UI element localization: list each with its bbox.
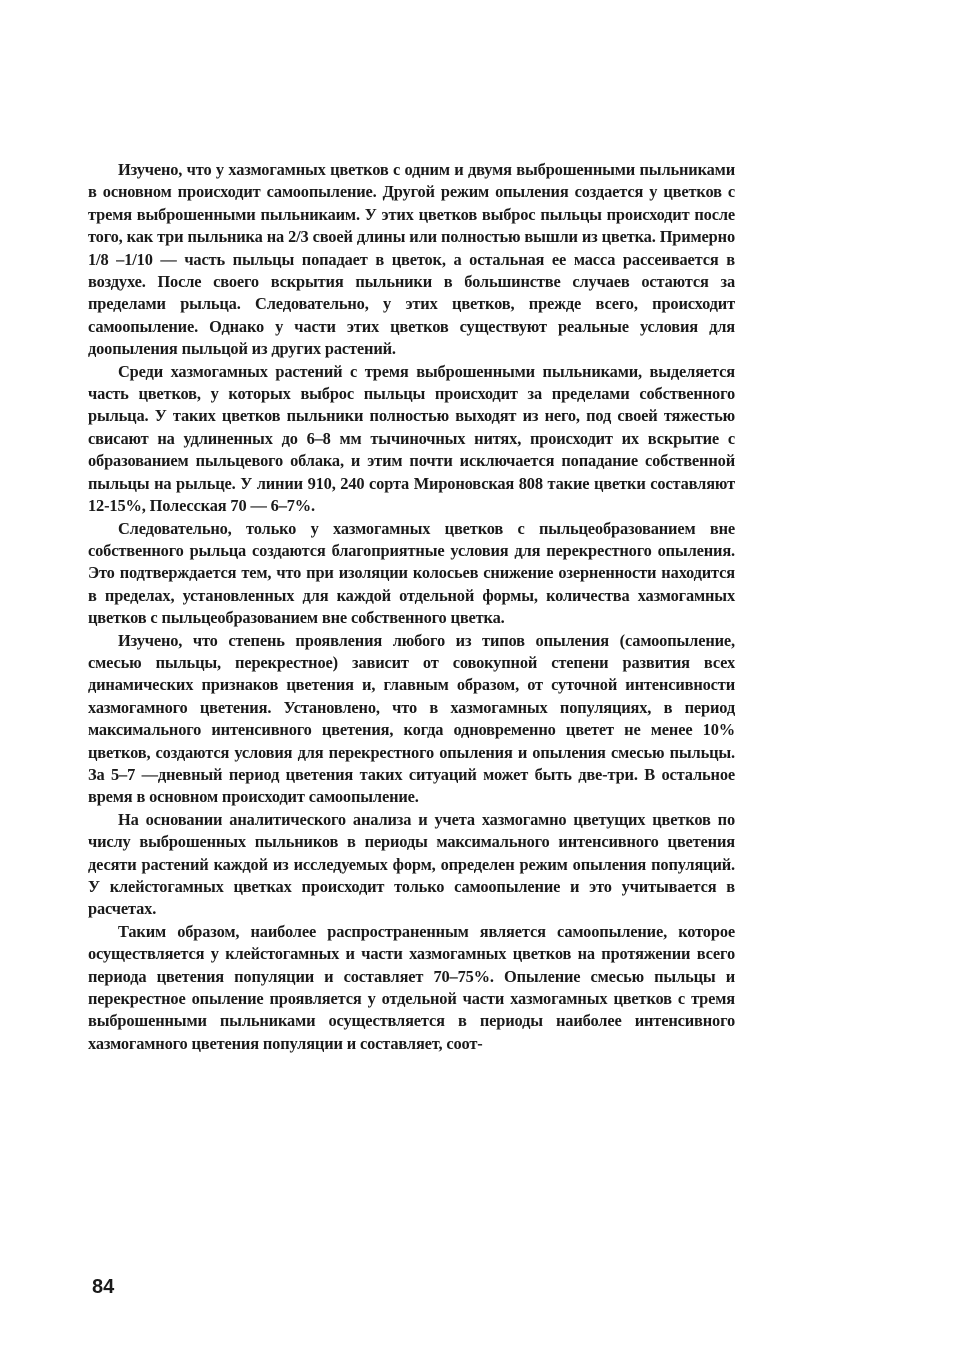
- paragraph-3: Следовательно, только у хазмогамных цветков с пыльцеобразованием вне собственного рыльца создаются благоприятные условия для перекрестного опыления. Это подтверждается тем, что при изоляции колосьев снижение озерненности находится в пределах, установленных для каждой отдельной формы, количества хазмогамных цветков с пыльцеобразованием вне собственного цветка.: [88, 518, 735, 628]
- paragraph-4: Изучено, что степень проявления любого из типов опыления (самоопыление, смесью пыльцы, перекрестное) зависит от совокупной степени развития всех динамических признаков цветения и, главным образом, от суточной интенсивности хазмогамного цветения. Установлено, что в хазмогамных популяциях, в период максимального интенсивного цветения, когда одновременно цветет не менее 10% цветков, создаются условия для перекрестного опыления и опыления смесью пыльцы. За 5–7 —дневный период цветения таких ситуаций может быть две-три. В остальное время в основном происходит самоопыление.: [88, 630, 735, 807]
- paragraph-6: Таким образом, наиболее распространенным является самоопыление, которое осуществляется у клейстогамных и части хазмогамных цветков на протяжении всего периода цветения популяции и составляет 70–75%. Опыление смесью пыльцы и перекрестное опыление проявляется у отдельной части хазмогамных цветков с тремя выброшенными пыльниками осуществляется в периоды наиболее интенсивного хазмогамного цветения популяции и составляет, соот-: [88, 921, 735, 1053]
- paragraph-1: Изучено, что у хазмогамных цветков с одним и двумя выброшенными пыльниками в основном происходит самоопыление. Другой режим опыления создается у цветков с тремя выброшенными пыльникаим. У этих цветков выброс пыльцы происходит после того, как три пыльника на 2/3 своей длины или полностью вышли из цветка. Примерно 1/8 –1/10 — часть пыльцы попадает в цветок, а остальная ее масса рассеивается в воздухе. После своего вскрытия пыльники в большинстве случаев остаются за пределами рыльца. Следовательно, у этих цветков, прежде всего, происходит самоопыление. Однако у части этих цветков существуют реальные условия для доопыления пыльцой из других растений.: [88, 160, 735, 359]
- page-body: [88, 159, 735, 1055]
- paragraph-5: На основании аналитического анализа и учета хазмогамно цветущих цветков по числу выброшенных пыльников в периоды максимального интенсивного цветения десяти растений каждой из исследуемых форм, определен режим опыления популяций. У клейстогамных цветках происходит только самоопыление и это учитывается в расчетах.: [88, 809, 735, 919]
- page-number: 84: [92, 1276, 115, 1298]
- paragraph-2: Среди хазмогамных растений с тремя выброшенными пыльниками, выделяется часть цветков, у которых выброс пыльцы происходит за пределами собственного рыльца. У таких цветков пыльники полностью выходят из него, под своей тяжестью свисают на удлиненных до 6–8 мм тычиночных нитях, происходит их вскрытие с образованием пыльцевого облака, и этим почти исключается попадание собственной пыльцы на рыльце. У линии 910, 240 сорта Мироновская 808 такие цветки составляют 12-15%, Полесская 70 — 6–7%.: [88, 361, 735, 516]
